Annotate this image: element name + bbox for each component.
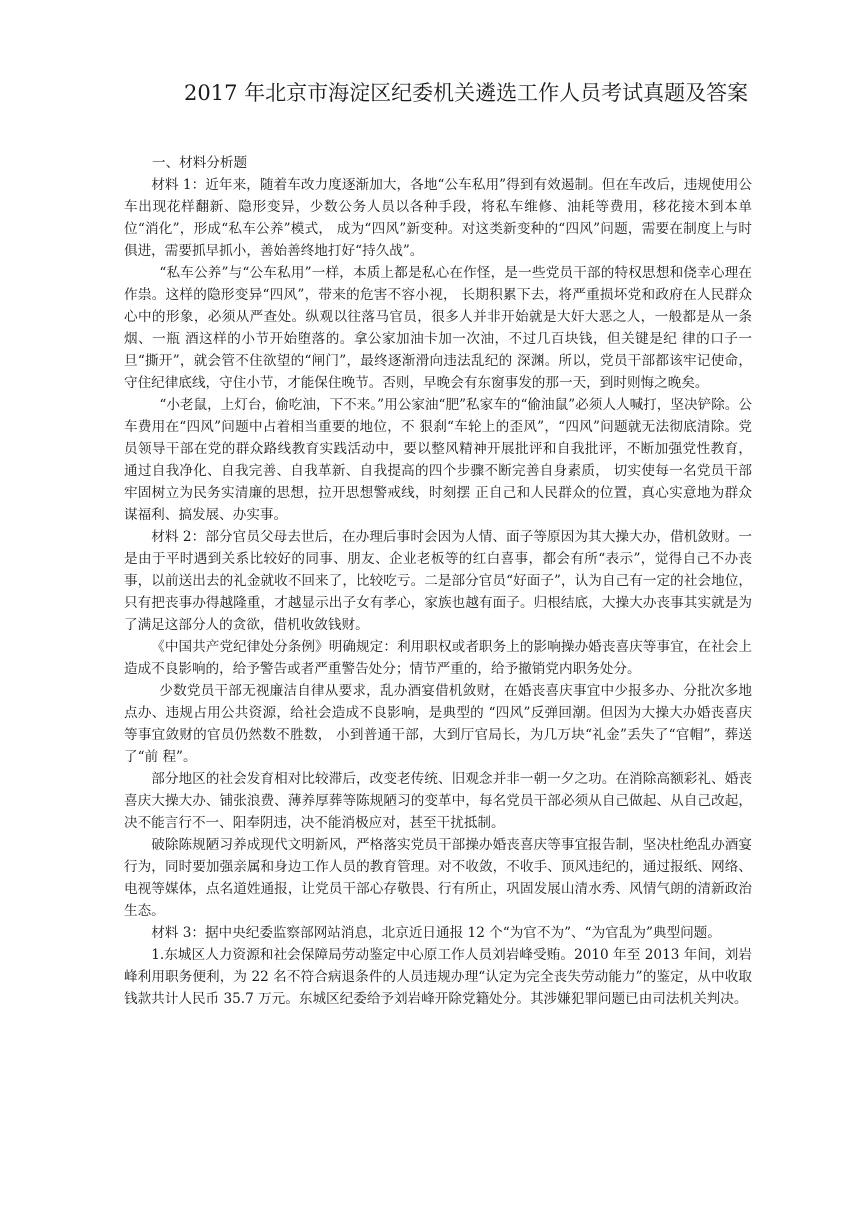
document-title: 2017 年北京市海淀区纪委机关遴选工作人员考试真题及答案 (184, 81, 749, 105)
paragraph-new-customs: 破除陈规陋习养成现代文明新风，严格落实党员干部操办婚丧喜庆等事宜报告制，坚决杜绝乱办酒宴行为，同时要加强亲属和身边工作人员的教育管理。对不收敛，不收手、顶风违纪的，通过报纸、网络、电视等媒体，点名道姓通报，让党员干部心存敬畏、行有所止，巩固发展山清水秀、风情气朗的清新政治生态。 (124, 837, 752, 919)
section-heading: 一、材料分析题 (152, 155, 248, 171)
paragraph-case-1: 1.东城区人力资源和社会保障局劳动鉴定中心原工作人员刘岩峰受贿。2010 年至 2013 年间，刘岩峰利用职务便利，为 22 名不符合病退条件的人员违规办理“认定为完全丧失劳动能力”的鉴定，从中收取钱款共计人民币 35.7 万元。东城区纪委给予刘岩峰开除党籍处分。其涉嫌犯罪问题已由司法机关判决。 (124, 947, 752, 1007)
paragraph-private-car: “私车公养”与“公车私用”一样，本质上都是私心在作怪，是一些党员干部的特权思想和侥幸心理在作祟。这样的隐形变异“四风”，带来的危害不容小视， 长期积累下去，将严重损坏党和政府在人民群众心中的形象，必须从严查处。纵观以往落马官员，很多人并非开始就是大奸大恶之人，一般都是从一条烟、一瓶 酒这样的小节开始堕落的。拿公家加油卡加一次油，不过几百块钱，但关键是纪 律的口子一旦“撕开”，就会管不住欲望的“闸门”，最终逐渐滑向违法乱纪的 深渊。所以，党员干部都该牢记使命，守住纪律底线，守住小节，才能保住晚节。否则，早晚会有东窗事发的那一天，到时则悔之晚矣。 (124, 265, 752, 391)
paragraph-material-1: 材料 1：近年来，随着车改力度逐渐加大，各地“公车私用”得到有效遏制。但在车改后，违规使用公车出现花样翻新、隐形变异，少数公务人员以各种手段，将私车维修、油耗等费用，移花接木到本单位“消化”，形成“私车公养”模式， 成为“四风”新变种。对这类新变种的“四风”问题，需要在制度上与时俱进，需要抓早抓小，善始善终地打好“持久战”。 (124, 177, 752, 259)
document-body (124, 152, 752, 1010)
paragraph-few-cadres: 少数党员干部无视廉洁自律从要求，乱办酒宴借机敛财，在婚丧喜庆事宜中少报多办、分批次多地点办、违规占用公共资源，给社会造成不良影响，是典型的 “四风”反弹回潮。但因为大操大办婚丧喜庆等事宜敛财的官员仍然数不胜数， 小到普通干部，大到厅官局长，为几万块“礼金”丢失了“官帽”，葬送了“前 程”。 (124, 683, 752, 765)
paragraph-discipline-regulation: 《中国共产党纪律处分条例》明确规定：利用职权或者职务上的影响操办婚丧喜庆等事宜，在社会上造成不良影响的，给予警告或者严重警告处分；情节严重的，给予撤销党内职务处分。 (124, 639, 752, 677)
paragraph-social-development: 部分地区的社会发育相对比较滞后，改变老传统、旧观念并非一朝一夕之功。在消除高额彩礼、婚丧喜庆大操大办、铺张浪费、薄养厚葬等陈规陋习的变革中，每名党员干部必须从自己做起、从自己改起，决不能言行不一、阳奉阴违，决不能消极应对，甚至干扰抵制。 (124, 771, 752, 831)
paragraph-material-3: 材料 3：据中央纪委监察部网站消息，北京近日通报 12 个“为官不为”、“为官乱为”典型问题。 (151, 925, 721, 941)
paragraph-material-2: 材料 2：部分官员父母去世后，在办理后事时会因为人情、面子等原因为其大操大办，借机敛财。一是由于平时遇到关系比较好的同事、朋友、企业老板等的红白喜事，都会有所“表示”，觉得自己不办丧事，以前送出去的礼金就收不回来了，比较吃亏。二是部分官员“好面子”，认为自己有一定的社会地位，只有把丧事办得越隆重，才越显示出子女有孝心，家族也越有面子。归根结底，大操大办丧事其实就是为了满足这部分人的贪欲，借机收敛钱财。 (124, 529, 752, 633)
paragraph-little-mouse: “小老鼠，上灯台，偷吃油，下不来。”用公家油“肥”私家车的“偷油鼠”必须人人喊打，坚决铲除。公车费用在“四风”问题中占着相当重要的地位，不 狠刹“车轮上的歪风”，“四风”问题就无法彻底清除。党员领导干部在党的群众路线教育实践活动中，要以整风精神开展批评和自我批评，不断加强党性教育， 通过自我净化、自我完善、自我革新、自我提高的四个步骤不断完善自身素质， 切实使每一名党员干部牢固树立为民务实清廉的思想，拉开思想警戒线，时刻摆 正自己和人民群众的位置，真心实意地为群众谋福利、搞发展、办实事。 (124, 397, 752, 523)
